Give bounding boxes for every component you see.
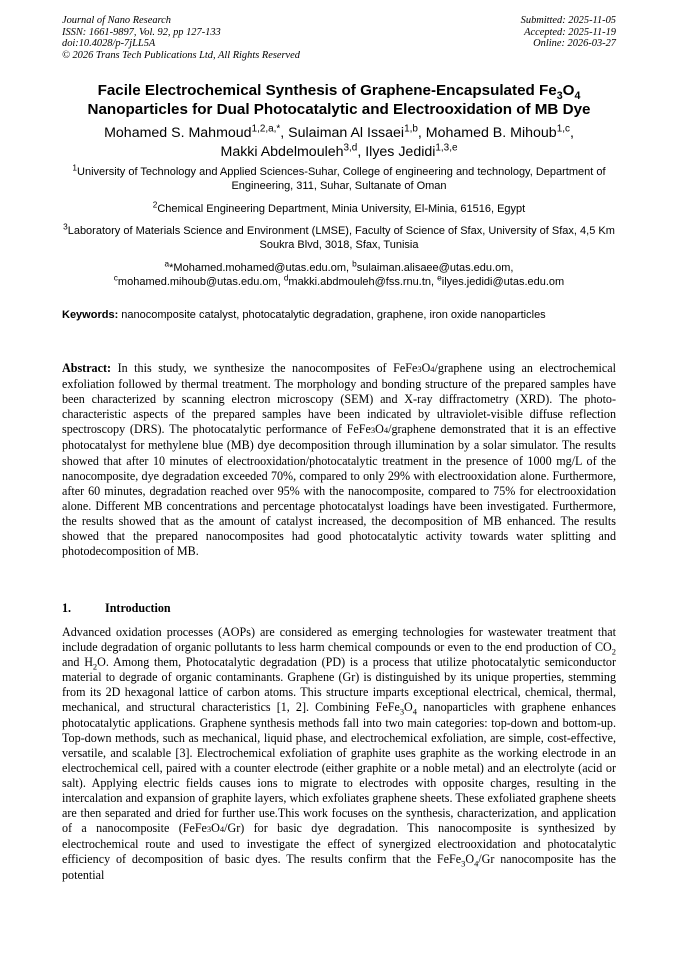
abstract-text: In this study, we synthesize the nanocomposites of Fe [111,361,406,375]
author [288,125,426,141]
chem-sub: 4 [412,706,418,717]
affil-text: Laboratory of Materials Science and Environment (LMSE), Faculty of Science of Sfax, University of Sfax, 4,5 Km Soukra Blvd, 3018, Sfax, Tunisia [67,225,615,252]
chem-text: Fe [387,700,400,715]
keywords [62,309,616,323]
chem-sub: 3 [370,425,376,436]
chem-text: Fe [449,852,462,867]
separator: , [510,261,514,274]
title-line-1 [40,81,638,103]
email: ilyes.jedidi@utas.edu.om [441,275,565,288]
title-subscript: 3 [556,90,563,103]
issn-volume: ISSN: 1661-9897, Vol. 92, pp 127-133 [62,26,221,38]
affiliations [62,163,616,290]
title-line-2: Nanoparticles for Dual Photocatalytic and Electrooxidation of MB Dye [87,101,591,118]
email-mark: a [164,259,170,269]
separator: , [569,125,574,141]
abstract-text: /graphene demonstrated that it is an effective photocatalyst for methylene blue (MB) dye decomposition through illumination by a solar simulator. The results showed that after 10 minutes of electrooxidation/photocatalytic treatment in the presence of 1000 mg/L of the nanocomposite, dye degradation exceeded 70%, compared to only 29% with electrooxidation alone. Furthermore, after 60 minutes, degradation reached over 95% with the nanocomposite, compared to 75% for electrooxidation alone. Different MB concentrations and percentage photocatalyst loadings have been investigated. Furthermore, the results showed that as the amount of catalyst increased, the decomposition of MB enhanced. The results showed that the prepared nanocomposites had good photocatalytic activity towards water splitting and photodecomposition of MB. [62,422,616,559]
email: mohamed.mihoub@utas.edu.om [117,275,278,288]
author-name: Mohamed B. Mihoub [425,125,557,141]
chem-text: O [465,852,475,867]
chem-text: Fe [405,361,418,375]
accepted-date: Accepted: 2025-11-19 [524,26,616,38]
email: makki.abdmouleh@fss.rnu.tn [288,275,432,288]
author-affil-mark: 1,c [556,123,570,135]
author-affil-mark: 1,2,a,* [251,123,281,135]
author-name: Makki Abdelmouleh [220,143,344,160]
separator: , [277,275,284,288]
affil-text: Chemical Engineering Department, Minia University, El-Minia, 61516, Egypt [157,202,526,215]
author-affil-mark: 3,d [343,141,358,153]
intro-text: O. Among them, Photocatalytic degradation (PD) is a process that utilize photocatalytic semiconductor material to degrade of organic contaminants. Graphene (Gr) is distinguished by its unique properties, stemming from its 2D hexagonal lattice of carbon atoms. This structure imparts exceptional electrical, chemical, thermal, mechanical, and structural characteristics [1, 2]. Combining Fe [62,655,616,715]
author-name: Ilyes Jedidi [365,143,436,160]
chem-sub: 3 [399,706,405,717]
email-mark: d [283,273,289,283]
email-list [62,259,616,290]
doi: doi:10.4028/p-7jLL5A [62,38,156,50]
abstract-label: Abstract: [62,361,112,375]
affiliation-2 [62,199,616,217]
author [426,125,574,141]
section-heading [62,601,616,616]
journal-name: Journal of Nano Research [62,15,171,26]
chem-sub: 2 [611,646,616,657]
intro-text: Advanced oxidation processes (AOPs) are considered as emerging technologies for wastewater treatment that include degradation of organic pollutants to less harm chemical compounds or even to the end production of CO [62,625,616,655]
affil-text: University of Technology and Applied Sciences-Suhar, College of engineering and technology, Department of Engineering, 311, Suhar, Sultanate of Oman [77,166,606,192]
chem-sub: 3 [206,824,212,835]
author-affil-mark: 1,3,e [435,141,458,153]
header-right [521,15,616,50]
chem-sub: 3 [461,858,466,869]
chem-text: O [404,700,413,715]
email-mark: c [113,273,118,283]
keywords-label: Keywords: [62,309,119,321]
affiliation-3 [62,222,616,253]
separator: , [431,275,438,288]
abstract [62,361,616,559]
email-mark: b [352,259,357,269]
affiliation-1 [62,163,616,194]
author-list [40,124,638,161]
chem-sub: 4 [219,824,225,835]
chem-sub: 2 [92,661,98,672]
affil-mark: 2 [152,199,158,209]
chem-sub: 3 [417,364,422,374]
chem-text: Fe [194,821,207,836]
intro-text: and H [62,655,93,670]
chem-text: O [375,422,384,437]
section-title: Introduction [105,601,171,615]
chem-text: O [421,361,431,375]
separator: , [357,143,366,160]
abstract-text: /graphene using an electrochemical exfoliation followed by thermal treatment. The morphology and bonding structure of the prepared samples have been characterized by scanning electron microscopy (SEM) and X-ray diffractometry (XRD). The photo-characteristic aspects of the prepared samples have been indicated by ultraviolet-visible diffuse reflection spectroscopy (DRS). The photocatalytic performance of Fe [62,361,616,437]
keywords-text: nanocomposite catalyst, photocatalytic degradation, graphene, iron oxide nanoparticles [118,309,546,321]
intro-text: /Gr) for basic dye degradation. This nanocomposite is synthesized by electrochemical route and used to investigate the effect of synergized electrooxidation and photocatalytic efficiency of decomposition of basic dyes. The results confirm that the Fe [62,821,616,867]
title-subscript: 4 [574,90,581,103]
author [365,141,458,160]
chem-sub: 4 [430,364,435,374]
email: sulaiman.alisaee@utas.edu.om [356,261,511,274]
email-mark: e [437,273,442,283]
header-left [62,15,300,61]
email: *Mohamed.mohamed@utas.edu.om [169,261,347,274]
title-text: Facile Electrochemical Synthesis of Graphene-Encapsulated Fe [97,82,557,99]
chem-text: Fe [358,422,371,437]
title-text: O [562,82,575,99]
copyright: © 2026 Trans Tech Publications Ltd, All Rights Reserved [62,49,300,61]
author [220,141,366,160]
separator: , [417,125,426,141]
author-name: Mohamed S. Mahmoud [104,125,252,141]
chem-sub: 4 [383,425,389,436]
section-number: 1. [62,601,72,615]
online-date: Online: 2026-03-27 [533,38,616,50]
author-affil-mark: 1,b [404,123,418,135]
paper-title [40,81,638,119]
affil-mark: 3 [63,222,68,232]
introduction-body [62,625,616,883]
author-name: Sulaiman Al Issaei [288,125,405,141]
affil-mark: 1 [72,163,78,173]
submitted-date: Submitted: 2025-11-05 [520,15,616,26]
chem-sub: 4 [474,858,479,869]
author [104,125,288,141]
separator: , [280,125,289,141]
intro-text: nanoparticles with graphene enhances photocatalytic applications. Graphene synthesis methods fall into two main categories: top-down and bottom-up. Top-down methods, such as mechanical, liquid phase, and electrochemical exfoliation, are simple, cost-effective, versatile, and scalable [3]. Electrochemical exfoliation of graphite uses graphite as the working electrode in an electrochemical cell, paired with a counter electrode (either graphite or a noble metal) and an electrolyte (acid or salt). Applying electric fields causes ions to migrate to electrodes with opposite charges, resulting in the intercalation and expansion of graphite layers, which exfoliates graphene sheets. These exfoliated graphene sheets are then separated and dried for further use.This work focuses on the synthesis, characterization, and application of a nanocomposite (Fe [62,700,616,836]
intro-text: /Gr nanocomposite has the potential [62,852,616,882]
separator: , [346,261,353,274]
chem-text: O [211,821,220,836]
